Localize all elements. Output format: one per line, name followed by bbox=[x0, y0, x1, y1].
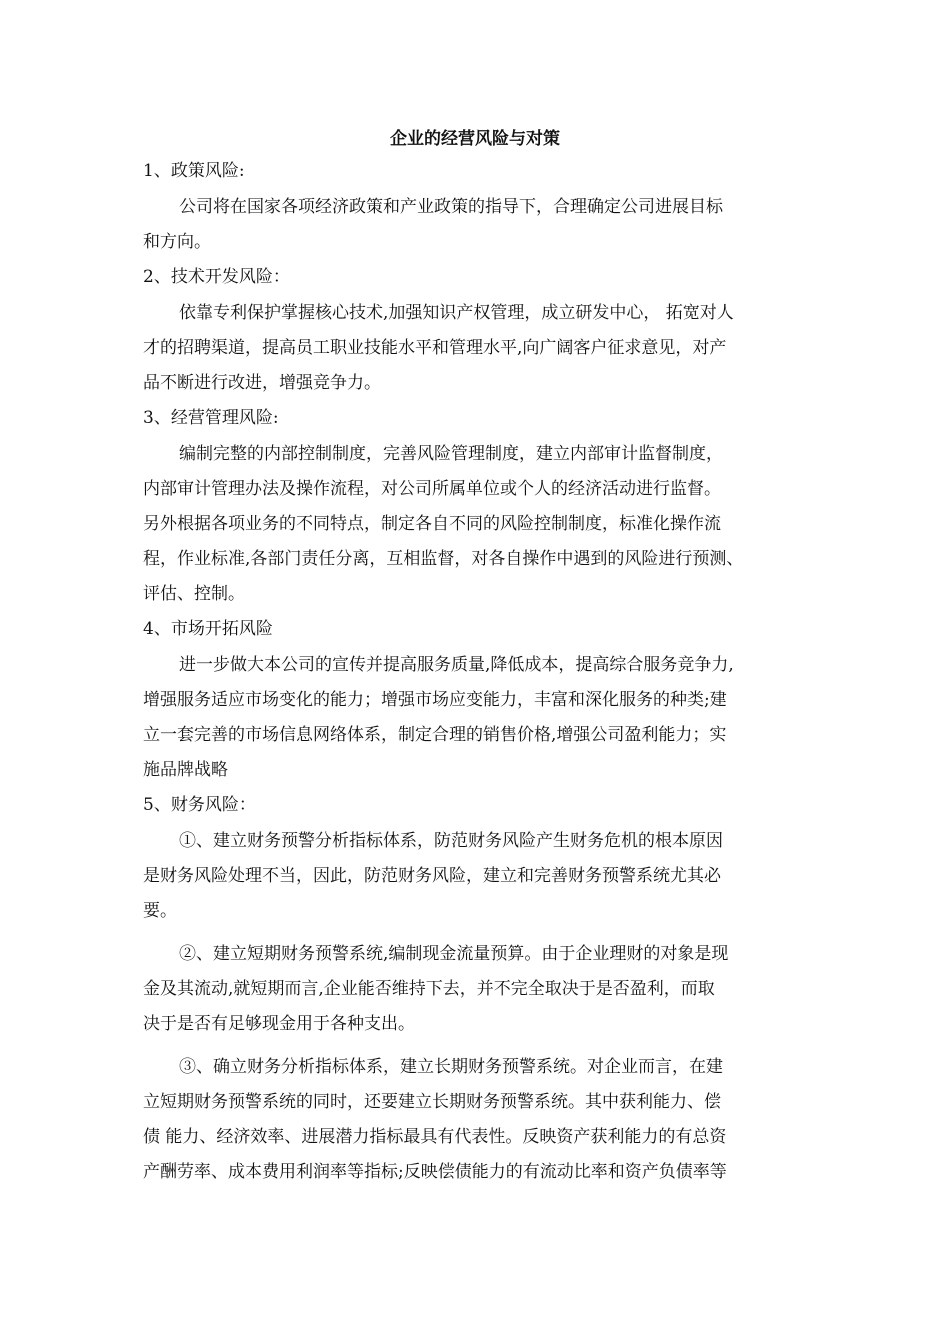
paragraph-line: 品不断进行改进，增强竞争力。 bbox=[143, 373, 381, 393]
paragraph-line: 立一套完善的市场信息网络体系，制定合理的销售价格,增强公司盈利能力；实 bbox=[143, 725, 727, 745]
paragraph-line: 立短期财务预警系统的同时，还要建立长期财务预警系统。其中获利能力、偿 bbox=[143, 1092, 721, 1112]
paragraph-spacer bbox=[143, 929, 815, 937]
paragraph-line: 进一步做大本公司的宣传并提高服务质量,降低成本，提高综合服务竞争力, bbox=[179, 655, 734, 675]
paragraph-line: 内部审计管理办法及操作流程，对公司所属单位或个人的经济活动进行监督。 bbox=[143, 479, 721, 499]
paragraph-line: ②、建立短期财务预警系统,编制现金流量预算。由于企业理财的对象是现 bbox=[179, 944, 729, 964]
paragraph-line: 要。 bbox=[143, 901, 177, 921]
paragraph-line: 是财务风险处理不当，因此，防范财务风险，建立和完善财务预警系统尤其必 bbox=[143, 866, 721, 886]
paragraph-line: 程，作业标准,各部门责任分离，互相监督，对各自操作中遇到的风险进行预测、 bbox=[143, 549, 744, 569]
paragraph-spacer bbox=[143, 1042, 815, 1050]
paragraph-line: 编制完整的内部控制制度，完善风险管理制度，建立内部审计监督制度， bbox=[179, 444, 723, 464]
paragraph-line: 另外根据各项业务的不同特点，制定各自不同的风险控制制度，标准化操作流 bbox=[143, 514, 721, 534]
paragraph-line: 决于是否有足够现金用于各种支出。 bbox=[143, 1014, 415, 1034]
paragraph-line: 和方向。 bbox=[143, 232, 211, 252]
document-title: 企业的经营风险与对策 bbox=[390, 129, 560, 149]
section-heading-tech-risk: 2、技术开发风险： bbox=[143, 267, 290, 287]
section-heading-policy-risk: 1、政策风险: bbox=[143, 161, 245, 181]
paragraph-line: 金及其流动,就短期而言,企业能否维持下去，并不完全取决于是否盈利，而取 bbox=[143, 979, 715, 999]
paragraph-line: 依靠专利保护掌握核心技术,加强知识产权管理，成立研发中心， 拓宽对人 bbox=[179, 303, 734, 323]
paragraph-line: ①、建立财务预警分析指标体系，防范财务风险产生财务危机的根本原因 bbox=[179, 831, 723, 851]
paragraph-line: 才的招聘渠道，提高员工职业技能水平和管理水平,向广阔客户征求意见，对产 bbox=[143, 338, 727, 358]
section-heading-finance-risk: 5、财务风险： bbox=[143, 795, 256, 815]
section-heading-market-risk: 4、市场开拓风险 bbox=[143, 619, 273, 639]
paragraph-line: 增强服务适应市场变化的能力；增强市场应变能力，丰富和深化服务的种类;建 bbox=[143, 690, 727, 710]
paragraph-line: 公司将在国家各项经济政策和产业政策的指导下，合理确定公司进展目标 bbox=[179, 197, 723, 217]
paragraph-line: 评估、控制。 bbox=[143, 584, 245, 604]
paragraph-line: 产酬劳率、成本费用利润率等指标;反映偿债能力的有流动比率和资产负债率等 bbox=[143, 1162, 727, 1182]
document-body bbox=[143, 154, 815, 1190]
section-heading-management-risk: 3、经营管理风险: bbox=[143, 408, 279, 428]
paragraph-line: 债 能力、经济效率、进展潜力指标最具有代表性。反映资产获利能力的有总资 bbox=[143, 1127, 727, 1147]
paragraph-line: ③、确立财务分析指标体系，建立长期财务预警系统。对企业而言，在建 bbox=[179, 1057, 723, 1077]
paragraph-line: 施品牌战略 bbox=[143, 760, 228, 780]
